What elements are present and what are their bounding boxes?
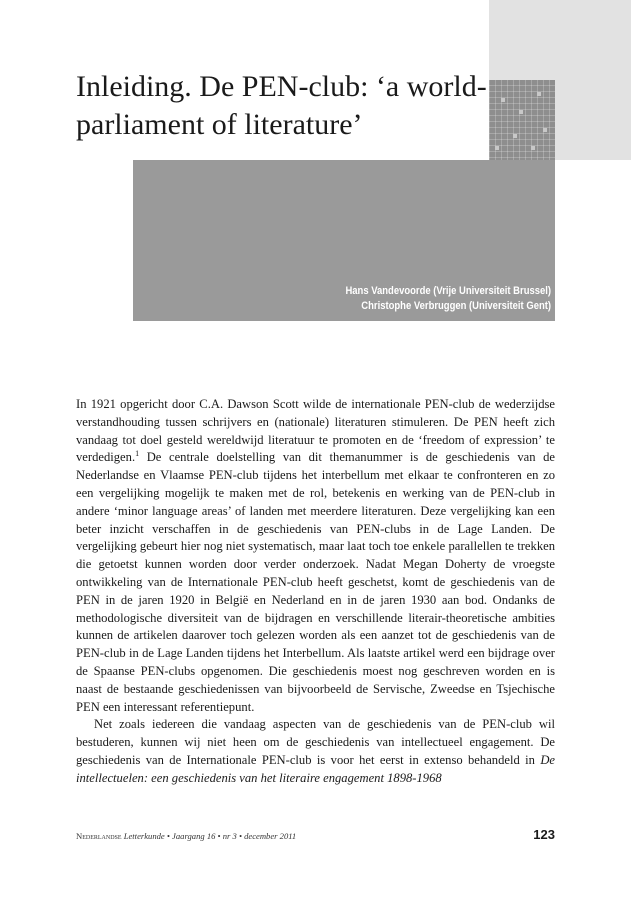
pattern-dot [513, 134, 517, 138]
author-2: Christophe Verbruggen (Universiteit Gent) [361, 300, 551, 312]
journal-info [76, 831, 296, 841]
paragraph-2-text: Net zoals iedereen die vandaag aspecten van de geschiedenis van de PEN-club wil bestuderen, kunnen wij niet heen om de geschiedenis van intellectueel engagement. De geschiedenis van de Internationale PEN-club is voor het eerst in extenso behandeld in [76, 717, 555, 767]
article-title [76, 68, 496, 144]
page-number: 123 [533, 827, 555, 842]
pattern-dot [495, 146, 499, 150]
journal-name-smallcaps: Nederlandse [76, 831, 122, 841]
decorative-pattern-image [489, 80, 555, 160]
footnote-marker[interactable]: 1 [135, 449, 140, 459]
author-banner [133, 160, 555, 321]
pattern-dot [531, 146, 535, 150]
paragraph-1-text-a: In 1921 opgericht door C.A. Dawson Scott wilde de internationale PEN-club de wederzijdse verstandhouding tussen schrijvers en (nationale) literaturen stimuleren. De PEN heeft zich vandaag tot doel gesteld wereldwijd literatuur te promoten en de ‘freedom of expression’ te verdedigen. [76, 397, 555, 465]
paragraph-1 [76, 396, 555, 716]
author-list [345, 284, 551, 314]
title-line-2: parliament of literature’ [76, 108, 363, 141]
paragraph-1-text-b: De centrale doelstelling van dit themanummer is de geschiedenis van de Nederlandse en Vlaamse PEN-club tijdens het interbellum met elkaar te confronteren en zo een vergelijking mogelijk te maken met de rol, betekenis en werking van de PEN-club in andere ‘minor language areas’ of landen met meerdere literaturen. Deze vergelijking kan een beter inzicht verschaffen in de geschiedenis van PEN-clubs in de Lage Landen. De vergelijking gebeurt hier nog niet systematisch, maar laat toch toe enkele parallellen te trekken die getoetst kunnen worden door verder onderzoek. Nadat Megan Doherty de vroegste ontwikkeling van de Internationale PEN-club heeft geschetst, komt de geschiedenis van de PEN in de jaren 1920 in België en Nederland en in de jaren 1930 aan bod. Ondanks de methodologische diversiteit van de bijdragen en verschillende literair-theoretische ambities kunnen de artikelen daarover toch gelezen worden als een aanzet tot de geschiedenis van de PEN-club in de Lage Landen tijdens het Interbellum. Als laatste artikel werd een bijdrage over de Spaanse PEN-clubs opgenomen. Die geschiedenis moest nog geschreven worden en is naast de bestaande geschiedenissen van bijvoorbeeld de Servische, Zweedse en Tsjechische PEN een interessant referentiepunt. [76, 450, 555, 714]
article-body [76, 396, 555, 788]
pattern-dot [501, 98, 505, 102]
author-1: Hans Vandevoorde (Vrije Universiteit Brussel) [345, 285, 551, 297]
journal-details: Letterkunde • Jaargang 16 • nr 3 • december 2011 [121, 831, 297, 841]
book-title-italic: De intellectuelen: een geschiedenis van het literaire engagement 1898-1968 [76, 752, 555, 785]
pattern-dot [543, 128, 547, 132]
paragraph-2 [76, 716, 555, 787]
page-footer [76, 827, 555, 845]
pattern-dot [537, 92, 541, 96]
pattern-dot [519, 110, 523, 114]
title-line-1: Inleiding. De PEN-club: ‘a world- [76, 70, 487, 103]
